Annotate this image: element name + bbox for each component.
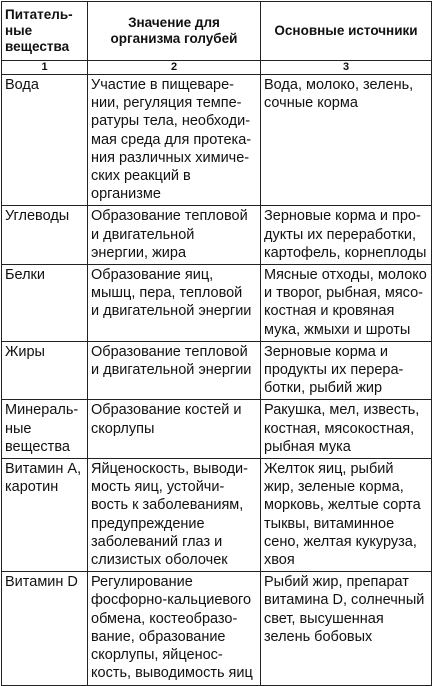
cell-line: хвоя <box>264 552 295 569</box>
cell-line: скорлупы <box>91 420 155 437</box>
cell-line: ских реакций в <box>91 168 191 185</box>
cell-line: Жиры <box>5 343 45 360</box>
column-number-row <box>2 61 432 75</box>
table-row <box>2 206 432 265</box>
cell-line: нии, регуляция темпе- <box>91 95 242 112</box>
cell-line: мая среда для протека- <box>91 131 252 148</box>
table-header-row <box>2 2 432 61</box>
cell-line: Образование яиц, <box>91 267 214 284</box>
cell-line: и двигательной энергии <box>91 362 252 379</box>
nutrient-role-cell <box>88 265 261 342</box>
cell-line: ные <box>5 420 32 437</box>
nutrient-sources-cell <box>261 341 432 400</box>
header-nutrients <box>2 2 88 61</box>
nutrient-role-cell <box>88 341 261 400</box>
table-row <box>2 400 432 459</box>
nutrient-sources-cell <box>261 572 432 685</box>
cell-line: скорлупы, яйценос- <box>91 647 223 664</box>
cell-line: сочные корма <box>264 95 358 112</box>
nutrient-name-cell <box>2 206 88 265</box>
nutrient-name-cell <box>2 341 88 400</box>
cell-line: вещества <box>5 39 70 54</box>
cell-line: сено, желтая кукуруза, <box>264 533 417 550</box>
cell-line: слизистых оболочек <box>91 552 228 569</box>
header-sources <box>261 2 432 61</box>
cell-line: продукты их перера- <box>264 362 404 379</box>
nutrient-role-cell <box>88 459 261 572</box>
cell-line: организме <box>91 186 161 203</box>
nutrient-sources-cell <box>261 206 432 265</box>
cell-line: Ракушка, мел, известь, <box>264 402 420 419</box>
cell-line: и двигательной энергии <box>91 303 252 320</box>
column-number: 2 <box>88 61 261 75</box>
cell-line: мука, жмыхи и шроты <box>264 321 411 338</box>
cell-line: вещества <box>5 438 70 455</box>
nutrient-sources-cell <box>261 400 432 459</box>
cell-line: вание, образование <box>91 628 226 645</box>
cell-line: Зерновые корма и <box>264 343 388 360</box>
table-row <box>2 572 432 685</box>
cell-line: Вода <box>5 77 39 93</box>
cell-line: жир, зеленые корма, <box>264 479 404 496</box>
cell-line: вость к заболеваниям, <box>91 497 244 514</box>
cell-line: и двигательной <box>91 226 195 243</box>
cell-line: дукты их переработки, <box>264 226 417 243</box>
cell-line: Витамин А, <box>5 461 82 478</box>
nutrient-name-cell <box>2 75 88 206</box>
cell-line: организма голубей <box>110 31 238 46</box>
cell-line: Минераль- <box>5 402 79 419</box>
cell-line: картофель, корнеплоды <box>264 244 427 261</box>
cell-line: Зерновые корма и про- <box>264 208 421 225</box>
nutrient-role-cell <box>88 75 261 206</box>
nutrient-sources-cell <box>261 459 432 572</box>
cell-line: заболеваний глаз и <box>91 533 223 550</box>
cell-line: Образование костей и <box>91 402 242 419</box>
cell-line: Образование тепловой <box>91 343 248 360</box>
cell-line: каротин <box>5 479 59 496</box>
cell-line: Основные источники <box>274 23 418 38</box>
nutrient-sources-cell <box>261 265 432 342</box>
nutrient-name-cell <box>2 572 88 685</box>
cell-line: предупреждение <box>91 515 205 532</box>
nutrient-name-cell <box>2 400 88 459</box>
cell-line: витамина D, солнечный <box>264 592 425 609</box>
nutrient-role-cell <box>88 572 261 685</box>
header-role <box>88 2 261 61</box>
nutrient-name-cell <box>2 265 88 342</box>
nutrients-table <box>1 1 432 686</box>
cell-line: Витамин D <box>5 574 78 591</box>
cell-line: энергии, жира <box>91 244 187 261</box>
cell-line: Желток яиц, рыбий <box>264 461 394 478</box>
column-number: 1 <box>2 61 88 75</box>
cell-line: обмена, костеобразо- <box>91 610 238 627</box>
cell-line: Вода, молоко, зелень, <box>264 77 414 93</box>
cell-line: ния различных химиче- <box>91 149 250 166</box>
cell-line: морковь, желтые сорта <box>264 497 421 514</box>
table-row <box>2 265 432 342</box>
nutrient-role-cell <box>88 206 261 265</box>
cell-line: Мясные отходы, молоко <box>264 267 427 284</box>
table-row <box>2 459 432 572</box>
cell-line: свет, высушенная <box>264 610 384 627</box>
cell-line: зелень бобовых <box>264 628 373 645</box>
nutrient-name-cell <box>2 459 88 572</box>
cell-line: и творог, рыбная, мясо- <box>264 285 423 302</box>
cell-line: мость яиц, устойчи- <box>91 479 225 496</box>
cell-line: ные <box>5 23 33 38</box>
cell-line: Яйценоскость, выводи- <box>91 461 248 478</box>
cell-line: костная, мясокостная, <box>264 420 415 437</box>
nutrient-sources-cell <box>261 75 432 206</box>
nutrient-role-cell <box>88 400 261 459</box>
cell-line: ратуры тела, необходи- <box>91 113 251 130</box>
cell-line: кость, выводимость яиц <box>91 665 253 682</box>
cell-line: тыквы, витаминное <box>264 515 395 532</box>
column-number: 3 <box>261 61 432 75</box>
cell-line: Углеводы <box>5 208 70 225</box>
table-row <box>2 341 432 400</box>
document-page <box>1 1 431 682</box>
cell-line: рыбная мука <box>264 438 351 455</box>
cell-line: Рыбий жир, препарат <box>264 574 409 591</box>
cell-line: костная и кровяная <box>264 303 395 320</box>
cell-line: Участие в пищеваре- <box>91 77 234 93</box>
cell-line: Регулирование <box>91 574 193 591</box>
cell-line: мышц, пера, тепловой <box>91 285 243 302</box>
cell-line: Белки <box>5 267 46 284</box>
cell-line: ботки, рыбий жир <box>264 380 383 397</box>
cell-line: Образование тепловой <box>91 208 248 225</box>
cell-line: фосфорно-кальциевого <box>91 592 252 609</box>
table-row <box>2 75 432 206</box>
cell-line: Питатель- <box>5 7 73 22</box>
cell-line: Значение для <box>128 15 220 30</box>
